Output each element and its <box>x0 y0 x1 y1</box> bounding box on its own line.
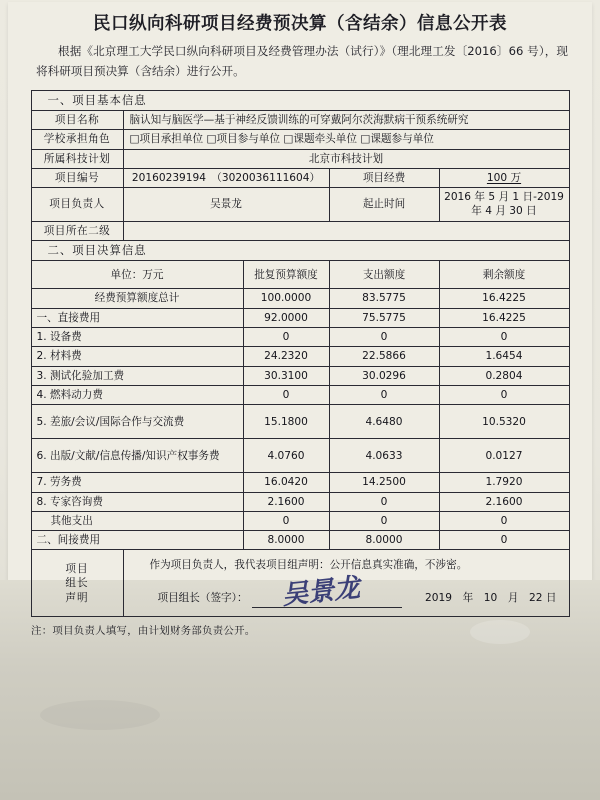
row-label: 3. 测试化验加工费 <box>31 366 243 385</box>
cell-remaining: 10.5320 <box>439 405 569 439</box>
cell-remaining: 16.4225 <box>439 308 569 327</box>
cell-approved: 8.0000 <box>243 531 329 550</box>
declaration-content <box>123 550 569 617</box>
cell-approved: 24.2320 <box>243 347 329 366</box>
column-header-unit: 单位：万元 <box>31 261 243 289</box>
cell-spent: 75.5775 <box>329 308 439 327</box>
cell-spent: 14.2500 <box>329 473 439 492</box>
page-title: 民口纵向科研项目经费预决算（含结余）信息公开表 <box>93 14 507 34</box>
row-label: 一、直接费用 <box>31 308 243 327</box>
handwritten-signature: 吴景龙 <box>280 572 361 611</box>
table-row <box>31 473 569 492</box>
section-final-title: 二、项目决算信息 <box>31 241 569 261</box>
table-row <box>31 328 569 347</box>
field-label-budget: 项目经费 <box>329 168 439 187</box>
public-disclosure-table <box>31 90 570 618</box>
table-row <box>31 405 569 439</box>
row-label: 其他支出 <box>31 511 243 530</box>
cell-remaining: 0 <box>439 511 569 530</box>
table-row <box>31 90 569 110</box>
column-header-approved: 批复预算额度 <box>243 261 329 289</box>
field-label-school-role: 学校承担角色 <box>31 130 123 149</box>
table-row <box>31 188 569 222</box>
table-row <box>31 130 569 149</box>
row-label: 8. 专家咨询费 <box>31 492 243 511</box>
cell-spent: 4.6480 <box>329 405 439 439</box>
cell-remaining: 1.7920 <box>439 473 569 492</box>
cell-approved: 92.0000 <box>243 308 329 327</box>
table-header-row <box>31 261 569 289</box>
cell-approved: 0 <box>243 511 329 530</box>
row-label: 7. 劳务费 <box>31 473 243 492</box>
table-row <box>31 289 569 308</box>
cell-spent: 0 <box>329 511 439 530</box>
cell-remaining: 0.0127 <box>439 439 569 473</box>
row-label: 经费预算额度总计 <box>31 289 243 308</box>
cell-spent: 83.5775 <box>329 289 439 308</box>
table-row <box>31 110 569 129</box>
cell-remaining: 16.4225 <box>439 289 569 308</box>
table-row <box>31 385 569 404</box>
cell-approved: 100.0000 <box>243 289 329 308</box>
field-label-project-name: 项目名称 <box>31 110 123 129</box>
cell-approved: 4.0760 <box>243 439 329 473</box>
cell-spent: 22.5866 <box>329 347 439 366</box>
cell-remaining: 0.2804 <box>439 366 569 385</box>
signature-date: 2019 年 10 月 22 日 <box>425 591 557 604</box>
cell-spent: 0 <box>329 328 439 347</box>
cell-remaining: 0 <box>439 328 569 347</box>
cell-approved: 0 <box>243 385 329 404</box>
declaration-row <box>31 550 569 617</box>
field-label-program: 所属科技计划 <box>31 149 123 168</box>
cell-approved: 2.1600 <box>243 492 329 511</box>
table-row <box>31 168 569 187</box>
table-row <box>31 531 569 550</box>
signature-row <box>132 572 561 611</box>
signature-label: 项目组长（签字）： <box>157 591 248 604</box>
cell-approved: 30.3100 <box>243 366 329 385</box>
cell-remaining: 0 <box>439 385 569 404</box>
cell-remaining: 0 <box>439 531 569 550</box>
field-value-department <box>123 221 569 240</box>
table-row <box>31 149 569 168</box>
field-value-period: 2016 年 5 月 1 日-2019 年 4 月 30 日 <box>439 188 569 222</box>
row-label: 1. 设备费 <box>31 328 243 347</box>
field-label-period: 起止时间 <box>329 188 439 222</box>
table-row <box>31 347 569 366</box>
table-row <box>31 221 569 240</box>
declaration-text: 作为项目负责人，我代表项目组声明：公开信息真实准确，不涉密。 <box>149 559 468 572</box>
table-row <box>31 241 569 261</box>
field-value-program: 北京市科技计划 <box>123 149 569 168</box>
cell-spent: 0 <box>329 385 439 404</box>
field-value-project-code: 20160239194 （3020036111604） <box>123 168 329 187</box>
table-row <box>31 439 569 473</box>
intro-paragraph: 根据《北京理工大学民口纵向科研项目及经费管理办法（试行）》（理北理工发〔2016〕66 号），现将科研项目预决算（含结余）进行公开。 <box>36 44 568 79</box>
declaration-label-line-2: 组长 <box>65 577 89 590</box>
cell-spent: 4.0633 <box>329 439 439 473</box>
field-label-department: 项目所在二级 <box>31 221 123 240</box>
document-body <box>14 6 586 637</box>
cell-spent: 8.0000 <box>329 531 439 550</box>
table-row <box>31 308 569 327</box>
declaration-label-line-3: 声明 <box>65 591 89 604</box>
table-row <box>31 366 569 385</box>
declaration-label-line-1: 项目 <box>65 562 89 575</box>
field-value-budget: 100 万 <box>439 168 569 187</box>
cell-approved: 0 <box>243 328 329 347</box>
field-label-project-code: 项目编号 <box>31 168 123 187</box>
column-header-remaining: 剩余额度 <box>439 261 569 289</box>
row-label: 4. 燃料动力费 <box>31 385 243 404</box>
cell-remaining: 2.1600 <box>439 492 569 511</box>
field-value-school-role: □项目承担单位 □项目参与单位 □课题牵头单位 □课题参与单位 <box>123 130 569 149</box>
row-label: 二、间接费用 <box>31 531 243 550</box>
cell-remaining: 1.6454 <box>439 347 569 366</box>
field-value-project-name: 脑认知与脑医学—基于神经反馈训练的可穿戴阿尔茨海默病干预系统研究 <box>123 110 569 129</box>
field-value-leader: 吴景龙 <box>123 188 329 222</box>
cell-spent: 0 <box>329 492 439 511</box>
row-label: 2. 材料费 <box>31 347 243 366</box>
cell-approved: 15.1800 <box>243 405 329 439</box>
footer-note: 注：项目负责人填写，由计划财务部负责公开。 <box>31 625 256 638</box>
field-label-leader: 项目负责人 <box>31 188 123 222</box>
section-basic-title: 一、项目基本信息 <box>31 90 569 110</box>
row-label: 6. 出版/文献/信息传播/知识产权事务费 <box>31 439 243 473</box>
cell-approved: 16.0420 <box>243 473 329 492</box>
column-header-spent: 支出额度 <box>329 261 439 289</box>
row-label: 5. 差旅/会议/国际合作与交流费 <box>31 405 243 439</box>
declaration-label <box>31 550 123 617</box>
table-row <box>31 511 569 530</box>
cell-spent: 30.0296 <box>329 366 439 385</box>
table-row <box>31 492 569 511</box>
